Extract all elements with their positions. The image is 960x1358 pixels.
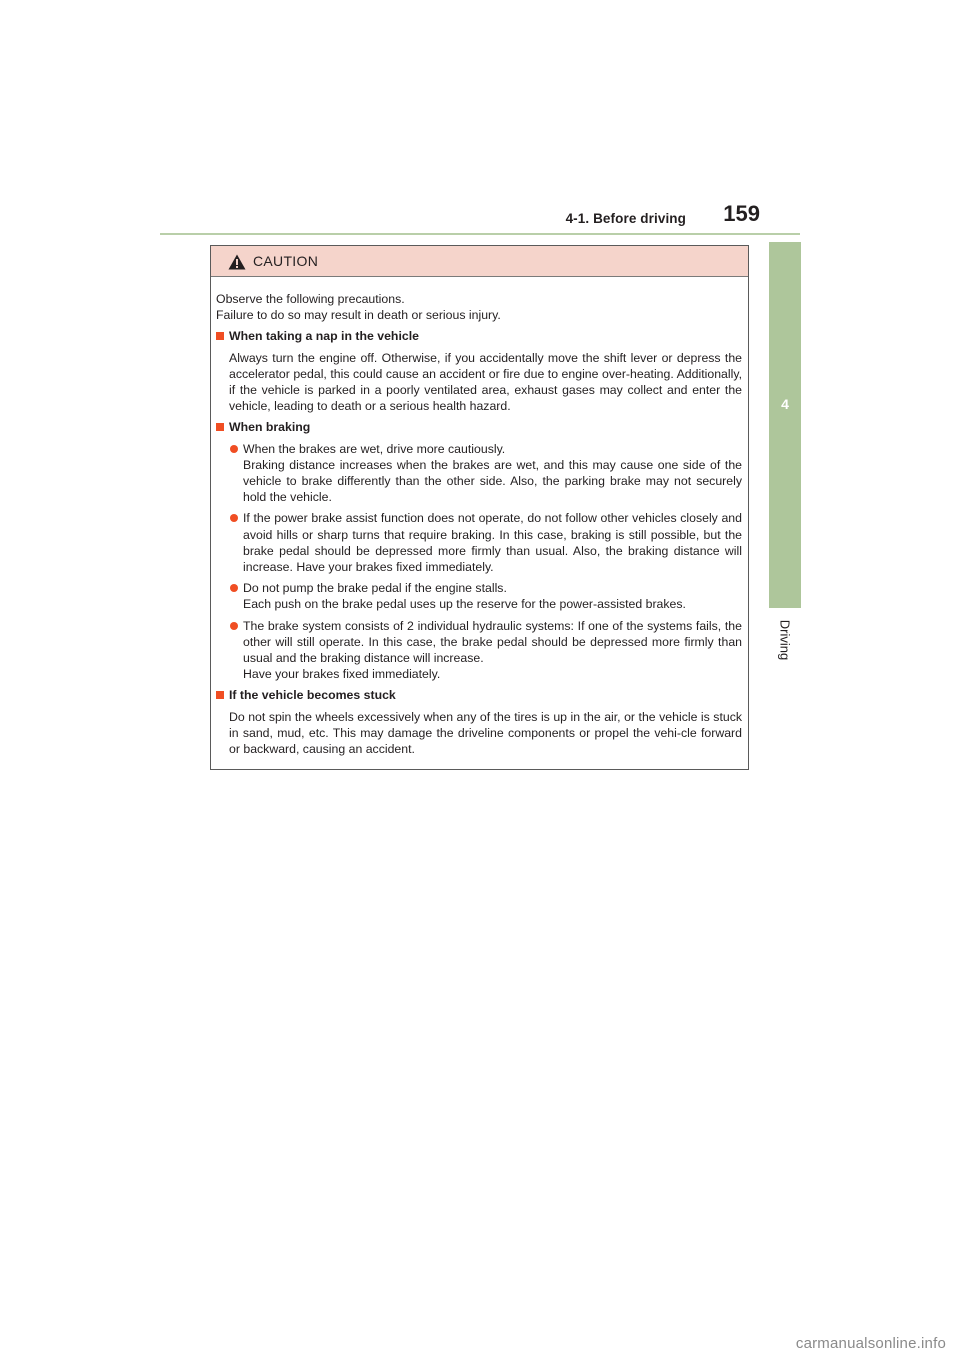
- bullet-line: If the power brake assist function does not operate, do not follow other vehicles closely and avoid hills or sharp turns that require braking. In this case, braking is still possible, but the brake pedal should be depressed more firmly than usual. Also, the braking distance will increase. Have your brakes fixed immediately.: [243, 511, 742, 575]
- section-nap: [216, 328, 742, 414]
- header-divider: [160, 233, 800, 235]
- page-header: [160, 200, 800, 236]
- section-title-stuck: If the vehicle becomes stuck: [216, 687, 742, 703]
- section-text-stuck: [216, 709, 742, 758]
- section-stuck: [216, 687, 742, 757]
- section-title-nap: When taking a nap in the vehicle: [216, 328, 742, 344]
- bullet-line: Do not pump the brake pedal if the engine stalls.: [243, 581, 507, 596]
- bullet-item: [216, 441, 742, 506]
- caution-body: [211, 277, 748, 757]
- section-braking: [216, 419, 742, 682]
- intro-line: Failure to do so may result in death or serious injury.: [216, 308, 501, 323]
- bullet-item: [216, 580, 742, 612]
- caution-title: CAUTION: [253, 253, 319, 269]
- bullet-item: [216, 618, 742, 683]
- warning-icon: [228, 254, 246, 270]
- bullet-line: Braking distance increases when the brakes are wet, and this may cause one side of the vehicle to brake differently than the other side. Also, the parking brake may not securely hold the vehicle.: [243, 457, 742, 505]
- page-number: 159: [723, 201, 760, 226]
- bullet-line: Have your brakes fixed immediately.: [243, 667, 441, 682]
- chapter-label: [772, 612, 798, 672]
- watermark[interactable]: carmanualsonline.info: [795, 1335, 946, 1352]
- paragraph: Always turn the engine off. Otherwise, if you accidentally move the shift lever or depress the accelerator pedal, this could cause an accident or fire due to engine over-heating. Additionally, if the vehicle is parked in a poorly ventilated area, exhaust gases may collect and enter the vehicle, leading to death or a serious health hazard.: [229, 350, 742, 414]
- section-title: 4-1. Before driving: [565, 211, 686, 226]
- caution-box: [210, 245, 749, 770]
- caution-header: [211, 246, 748, 277]
- section-title-braking: When braking: [216, 419, 742, 435]
- section-text-nap: [216, 350, 742, 415]
- chapter-number: 4: [781, 396, 789, 412]
- bullet-item: [216, 510, 742, 575]
- intro-line: Observe the following precautions.: [216, 292, 405, 306]
- chapter-tab[interactable]: [769, 242, 801, 608]
- bullet-line: Each push on the brake pedal uses up the reserve for the power-assisted brakes.: [243, 597, 686, 612]
- bullet-line: The brake system consists of 2 individual hydraulic systems: If one of the systems fails, the other will still operate. In this case, the brake pedal should be depressed more firmly than usual and the braking distance will increase.: [243, 618, 742, 666]
- bullet-line: When the brakes are wet, drive more cautiously.: [243, 441, 506, 456]
- caution-intro: [216, 291, 742, 323]
- paragraph: Do not spin the wheels excessively when any of the tires is up in the air, or the vehicle is stuck in sand, mud, etc. This may damage the driveline components or propel the vehi-cle forward or backward, causing an accident.: [229, 709, 742, 757]
- chapter-label-text: Driving: [777, 619, 793, 661]
